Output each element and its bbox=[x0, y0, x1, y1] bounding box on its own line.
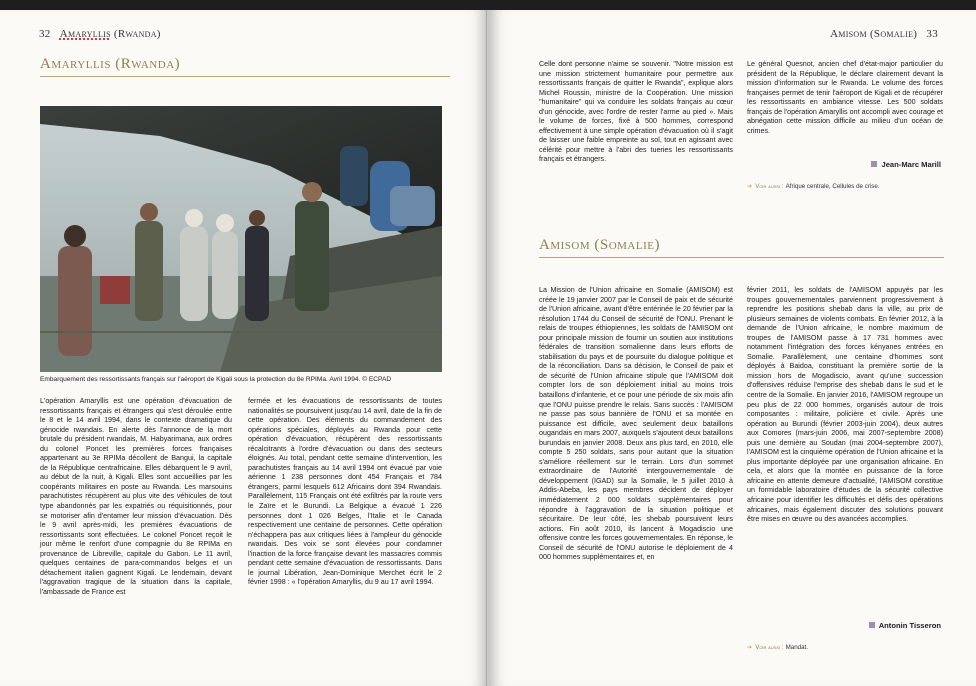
page-number-left: 32 bbox=[39, 28, 51, 40]
running-head-title-right: Amisom (Somalie) bbox=[830, 28, 918, 40]
title-rule bbox=[40, 76, 450, 77]
paragraph-amisom-2: février 2011, les soldats de l'AMISOM appuyés par les troupes gouvernementales parviennent progressivement à reprendre les positions shebab dans la ville, au prix de plusieurs semaines de violents combats. En février 2012, à la demande de l'Union africaine, le nombre maximum de troupes de l'AMISOM passe à 17 731 hommes avec notamment l'intégration des forces kényanes entrées en Somalie. Parallèlement, une centaine d'hommes sont déployés à Baidoa, constituant la première sortie de la mission hors de Mogadiscio, avant qu'une succession d'offensives réduise l'emprise des shebab dans le sud et le centre de la Somalie. En janvier 2016, l'AMISOM regroupe un peu plus de 22 000 hommes, organisés autour de trois composantes : militaire, policière et civile. Après une opération au Burundi (février 2003-juin 2004), deux autres aux Comores (mars-juin 2006, mai 2007-septembre 2008) puis une dernière au Soudan (mai 2004-septembre 2007), l'AMISOM est la cinquième opération de l'Union africaine et la plus importante déployée par une organisation africaine. En cela, et alors que la montée en puissance de la force africaine en attente demeure d'actualité, l'AMISOM constitue un formidable laboratoire d'études de la sécurité collective africaine pour identifier les difficultés et défis des opérations africaines, mais également discuter des solutions pouvant être mises en œuvre ou des avancées accomplies. bbox=[747, 286, 943, 524]
left-page bbox=[0, 10, 487, 686]
right-column-2-top bbox=[747, 60, 943, 170]
see-also-amaryllis bbox=[747, 183, 879, 190]
right-column-1-bottom bbox=[539, 286, 733, 666]
title-rule-amisom bbox=[539, 257, 944, 258]
paragraph-amaryllis-3: Celle dont personne n'aime se souvenir. "Notre mission est une mission strictement humanitaire pour permettre aux ressortissants français de quitter le Rwanda", explique alors Michel Roussin, ministre de la Coopération. Une mission "humanitaire" qui va conduire les soldats français au cœur d'un génocide, avec l'ordre de rester l'arme au pied ». Mais le volume de forces, fixé à 500 hommes, correspond effectivement à une simple opération d'évacuation où il s'agit de laisser une faible empreinte au sol, tout en agissant avec célérité pour mettre à l'abri des tueries les ressortissants français et étrangers. bbox=[539, 60, 733, 164]
viewer-top-bar bbox=[0, 0, 976, 10]
photo-caption: Embarquement des ressortissants français sur l'aéroport de Kigali sous la protection du 8e RPIMa. Avril 1994. © ECPAD bbox=[40, 376, 392, 383]
running-head-highlighted-term[interactable]: Amaryllis bbox=[59, 28, 111, 40]
paragraph-amisom-1: La Mission de l'Union africaine en Somalie (AMISOM) est créée le 19 janvier 2007 par le Conseil de paix et de sécurité de l'Union africaine, avant d'être entérinée le 20 février par la résolution 1744 du Conseil de sécurité de l'ONU. Prenant le relais de troupes éthiopiennes, les soldats de l'AMISOM ont pour principale mission de fournir un soutien aux institutions fédérales de transition somalienne dans leurs efforts de stabilisation du pays et de poursuite du dialogue politique et de la réconciliation. Dans sa décision, le Conseil de paix et de sécurité de l'Union africaine stipule que l'AMISOM doit compter lors de son déploiement initial au moins trois bataillons d'infanterie, et ce pour une période de six mois afin que l'ONU puisse prendre le relais. Sans succès : l'AMISOM ne passe pas sous bannière de l'ONU et sa montée en puissance est difficile, avec seulement deux bataillons ougandais en mars 2007, auxquels s'ajoutent deux bataillons burundais en janvier 2008. Deux ans plus tard, en 2010, elle compte 5 250 soldats, sans pour autant que la situation s'améliore réellement sur le terrain. Lors d'un sommet extraordinaire de l'Autorité intergouvernementale de développement (IGAD) sur la Somalie, le 5 juillet 2010 à Addis-Abeba, les pays membres décident de déployer immédiatement 2 000 soldats supplémentaires pour répondre à l'aggravation de la situation politique et sécuritaire. De leur côté, les shebab poursuivent leurs actions. Fin août 2010, ils lancent à Mogadiscio une offensive contre les forces gouvernementales. En réponse, le Conseil de sécurité de l'ONU autorise le déploiement de 4 000 hommes supplémentaires et, en bbox=[539, 286, 733, 562]
see-also-arrow-icon: ➜ bbox=[747, 644, 753, 651]
running-head-subtitle: (Rwanda) bbox=[113, 28, 161, 40]
see-also-arrow-icon: ➜ bbox=[747, 183, 753, 190]
right-column-1-top bbox=[539, 60, 733, 210]
see-also-label: Voir aussi : bbox=[755, 183, 784, 190]
see-also-label: Voir aussi : bbox=[755, 644, 784, 651]
signature-antonin-tisseron: Antonin Tisseron bbox=[869, 621, 941, 630]
right-page bbox=[489, 10, 976, 686]
right-column-2-bottom bbox=[747, 286, 943, 621]
running-head-left bbox=[39, 28, 161, 40]
left-column-2 bbox=[248, 397, 442, 667]
section-title-amaryllis: Amaryllis (Rwanda) bbox=[40, 56, 181, 72]
see-also-amisom bbox=[747, 644, 808, 651]
evacuation-photo bbox=[40, 106, 442, 372]
paragraph-amaryllis-4: Le général Quesnot, ancien chef d'état-major particulier du président de la République, le déclare clairement devant la mission d'information sur le Rwanda. Le volume des forces françaises permet de tenir l'aéroport de Kigali et de récupérer les ressortissants en ambiance vitesse. Les 500 soldats français de l'opération Amaryllis ont accompli avec courage et abnégation cette mission difficile au milieu d'un océan de crimes. bbox=[747, 60, 943, 135]
left-column-1 bbox=[40, 397, 232, 667]
section-title-amisom: Amisom (Somalie) bbox=[539, 237, 660, 253]
see-also-links[interactable]: Mandat. bbox=[785, 644, 808, 651]
page-number-right: 33 bbox=[926, 28, 938, 40]
running-head-right bbox=[830, 28, 938, 40]
paragraph-amaryllis-1: L'opération Amaryllis est une opération d'évacuation de ressortissants français et étrangers qui s'est déroulée entre le 8 et le 14 avril 1994, dans le contexte dramatique du génocide rwandais. En alerte dès l'annonce de la mort brutale du président rwandais, M. Habyarimana, aux ordres du colonel Poncet les premières forces françaises appartenant au 3e RPIMa décollent de Bangui, la capitale de la République centrafricaine. Elles débarquent le 9 avril, au début de la nuit, à Kigali. Elles sont accueillies par les coopérants militaires en poste au Rwanda. Les marsouins parachutistes récupèrent au plus vite des véhicules de tout type abandonnés par les expatriés ou réquisitionnés, pour se motoriser afin d'entamer leur mission d'évacuation. Dès le 9 avril après-midi, les premières évacuations de ressortissants sont effectuées. Le colonel Poncet reçoit le jour même le renfort d'une compagnie du 8e RPIMa en provenance de Libreville, capitale du Gabon. Le 11 avril, quelques centaines de para-commandos belges et un détachement italien gagnent Kigali. Le lendemain, devant l'aggravation tragique de la situation dans la capitale, l'ambassade de France est bbox=[40, 397, 232, 596]
paragraph-amaryllis-2: fermée et les évacuations de ressortissants de toutes nationalités se poursuivent jusqu'au 14 avril, date de la fin de cette opération. Des éléments du commandement des opérations spéciales, déployés au Rwanda pour cette opération d'évacuation, récupèrent des ressortissants récalcitrants à l'ordre d'évacuation ou dans des secteurs éloignés. Au total, pendant cette semaine d'intervention, les parachutistes français au 14 avril 1994 ont évacué par voie aérienne 1 238 personnes dont 454 Français et 784 étrangers, parmi lesquels 612 Africains dont 394 Rwandais. Parallèlement, 115 Français ont été exfiltrés par la route vers le Zaïre et le Burundi. La Belgique a évacué 1 226 personnes dont 1 026 Belges, l'Italie et le Canada respectivement une centaine de personnes. Cette opération n'échappera pas aux critiques liées à l'ampleur du génocide rwandais. Des voix se sont élevées pour condamner l'inaction de la force française devant les massacres commis pendant cette semaine d'évacuation de ressortissants. Dans le journal Libération, Jean-Dominique Merchet écrit le 2 février 1998 : « l'opération Amaryllis, du 9 au 17 avril 1994. bbox=[248, 397, 442, 587]
see-also-links[interactable]: Afrique centrale, Cellules de crise. bbox=[785, 183, 880, 190]
signature-jean-marc-marill: Jean-Marc Marill bbox=[871, 160, 941, 169]
